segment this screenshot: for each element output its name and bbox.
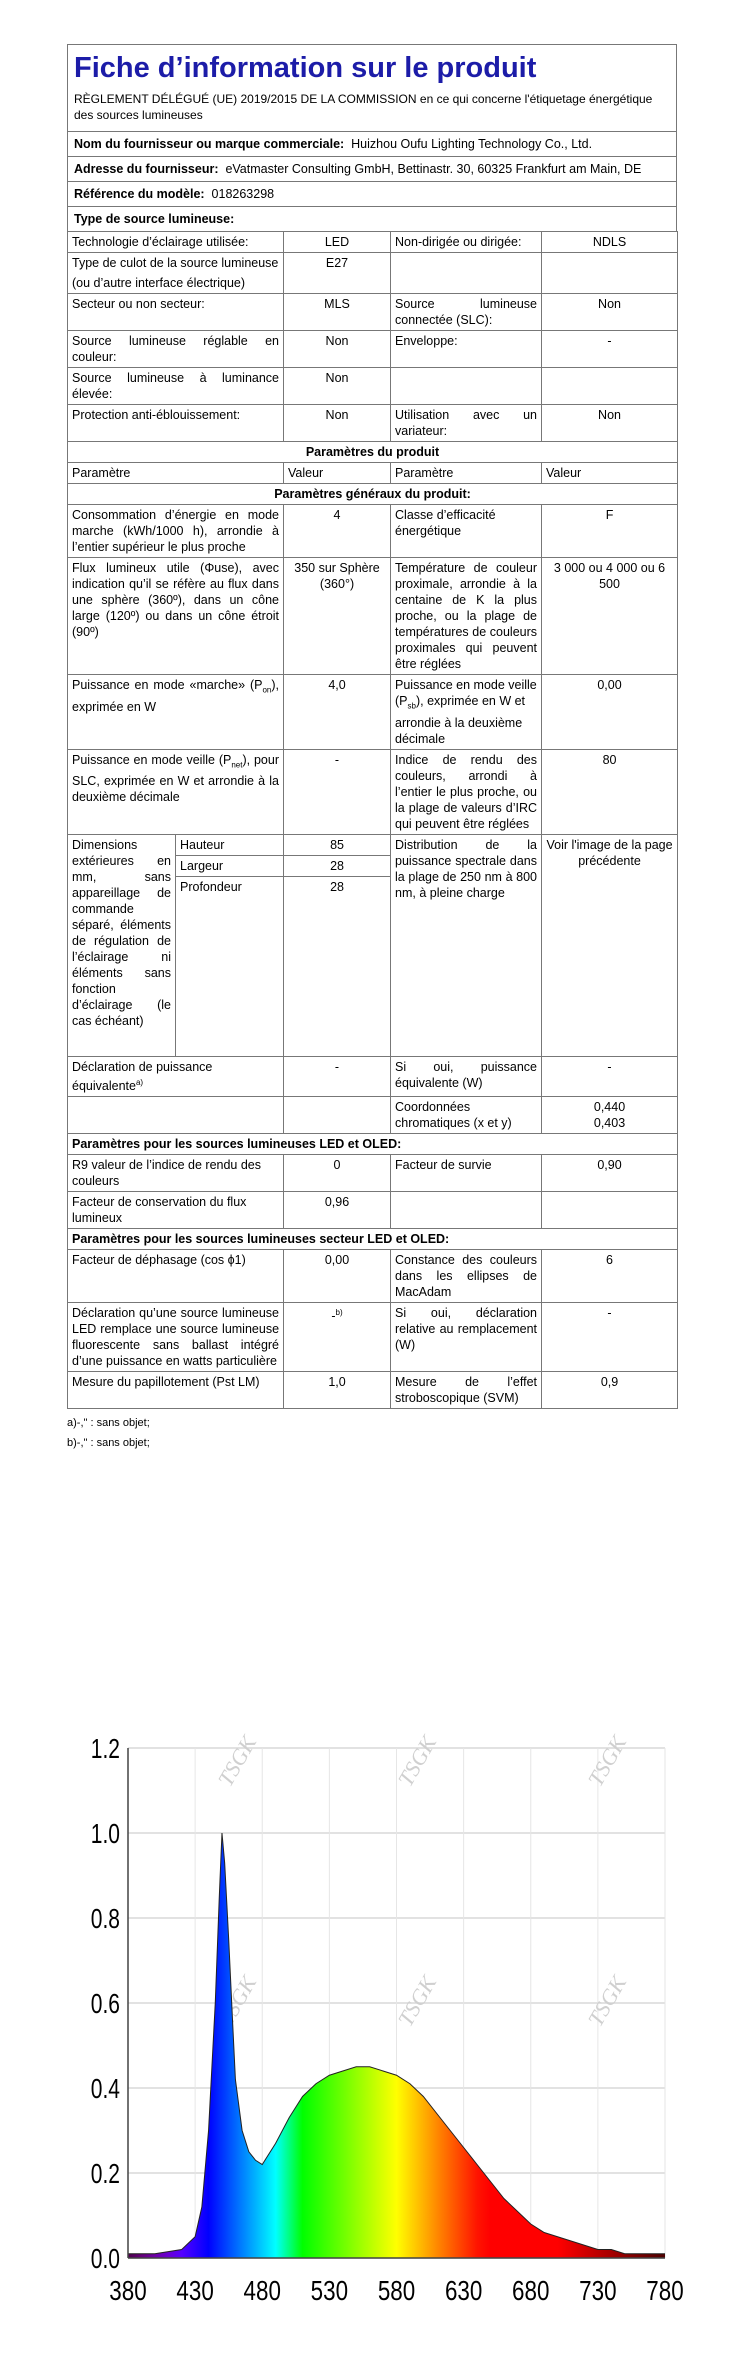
general-params-title: Paramètres généraux du produit: (68, 484, 678, 505)
col-value-header-2: Valeur (542, 463, 678, 484)
type-label (68, 253, 284, 294)
cri-value: 80 (542, 749, 678, 834)
type-value: Non (284, 368, 391, 405)
displacement-factor-value: 0,00 (284, 1249, 391, 1302)
height-label: Hauteur (176, 834, 284, 855)
supplier-address-label: Adresse du fournisseur: (74, 162, 219, 176)
supplier-name-label: Nom du fournisseur ou marque commerciale: (74, 137, 345, 151)
empty-cell (542, 1191, 678, 1228)
type-value-2: - (542, 331, 678, 368)
type-row (68, 405, 678, 442)
type-label: Protection anti-éblouissement: (68, 405, 284, 442)
color-consistency-value: 6 (542, 1249, 678, 1302)
y-tick-label: 0.4 (90, 2074, 120, 2105)
cap-type-label: Type de culot de la source lumineuse (72, 256, 279, 270)
y-tick-label: 0.0 (90, 2244, 120, 2275)
section-header (68, 484, 678, 505)
on-mode-power-text: Puissance en mode «marche» (P (72, 678, 263, 692)
type-value: MLS (284, 294, 391, 331)
x-tick-label: 380 (109, 2275, 147, 2307)
flicker-label: Mesure du papillotement (Pst LM) (68, 1371, 284, 1408)
param-row (68, 1096, 678, 1133)
replacement-claim-label: Déclaration qu’une source lumineuse LED remplace une source lumineuse fluorescente sans ballast intégré d’une puissance en watts particulière (68, 1302, 284, 1371)
lumen-maintenance-value: 0,96 (284, 1191, 391, 1228)
spectrum-svg (80, 1728, 690, 2348)
network-standby-sub: net (231, 760, 243, 769)
network-standby-value: - (284, 749, 391, 834)
watermark-text: TSGK (392, 1731, 442, 1791)
col-param-header: Paramètre (68, 463, 284, 484)
type-row (68, 368, 678, 405)
led-params-title: Paramètres pour les sources lumineuses LED et OLED: (68, 1133, 678, 1154)
product-params-title: Paramètres du produit (68, 442, 678, 463)
color-temperature-value: 3 000 ou 4 000 ou 6 500 (542, 558, 678, 675)
x-tick-label: 630 (444, 2275, 483, 2307)
footnote-ref-a: a) (135, 1077, 144, 1087)
watermark-text: TSGK (212, 1731, 262, 1791)
regulation-text: RÈGLEMENT DÉLÉGUÉ (UE) 2019/2015 DE LA COMMISSION en ce qui concerne l'étiquetage énergétique des sources lumineuses (74, 92, 653, 122)
equivalent-power-label (68, 1056, 284, 1096)
watermark-text: TSGK (212, 1971, 262, 2031)
displacement-factor-label: Facteur de déphasage (cos ϕ1) (68, 1249, 284, 1302)
supplier-name-row (67, 131, 677, 156)
type-row (68, 294, 678, 331)
color-temperature-label: Température de couleur proximale, arrondie à la centaine de K la plus proche, ou la plage de températures de couleurs proximales qui peuvent être réglées (391, 558, 542, 675)
header (67, 44, 677, 131)
stroboscopic-label: Mesure de l’effet stroboscopique (SVM) (391, 1371, 542, 1408)
on-mode-power-sub: on (262, 685, 272, 695)
depth-value: 28 (284, 876, 391, 1056)
type-label-2 (391, 253, 542, 294)
column-header-row (68, 463, 678, 484)
x-tick-label: 680 (512, 2275, 550, 2307)
type-label-2: Non-dirigée ou dirigée: (391, 232, 542, 253)
source-type-row (67, 206, 677, 231)
chromaticity-x: 0,440 (593, 1099, 626, 1114)
cri-label: Indice de rendu des couleurs, arrondi à l’entier le plus proche, ou la plage de valeurs d’IRC qui peuvent être réglées (391, 749, 542, 834)
type-label-2: Enveloppe: (391, 331, 542, 368)
supplier-name-value: Huizhou Oufu Lighting Technology Co., Ltd. (351, 137, 593, 151)
type-row (68, 232, 678, 253)
col-param-header-2: Paramètre (391, 463, 542, 484)
efficiency-class-value: F (542, 505, 678, 558)
watermark-text: TSGK (582, 1731, 632, 1791)
equivalent-power-text: Déclaration de puissance équivalente (72, 1059, 213, 1093)
y-tick-label: 0.2 (90, 2159, 120, 2190)
footnote-ref-b: b) (335, 1307, 343, 1317)
param-row (68, 1056, 678, 1096)
standby-power-value: 0,00 (542, 675, 678, 750)
y-tick-label: 0.6 (90, 1989, 120, 2020)
product-information-sheet (67, 44, 677, 1453)
on-mode-power-label (68, 675, 284, 750)
footnote-b: b)-," : sans objet; (67, 1436, 150, 1449)
type-label-2: Source lumineuse connectée (SLC): (391, 294, 542, 331)
empty-cell (391, 1191, 542, 1228)
lumen-maintenance-label: Facteur de conservation du flux lumineux (68, 1191, 284, 1228)
energy-consumption-value: 4 (284, 505, 391, 558)
energy-consumption-label: Consommation d’énergie en mode marche (kWh/1000 h), arrondie à l’entier supérieur le plus proche (68, 505, 284, 558)
param-row (68, 749, 678, 834)
type-value-2 (542, 368, 678, 405)
model-reference-value: 018263298 (211, 187, 275, 201)
network-standby-text-end: ), pour SLC, exprimée en W et arrondie à la deuxième décimale (72, 752, 280, 804)
height-value: 85 (284, 834, 391, 855)
param-row (68, 675, 678, 750)
supplier-address-row (67, 156, 677, 181)
x-tick-label: 430 (176, 2275, 214, 2307)
stroboscopic-value: 0,9 (542, 1371, 678, 1408)
network-standby-label (68, 749, 284, 834)
spectral-distribution-value: Voir l'image de la page précédente (542, 834, 678, 1056)
footnotes (67, 1413, 677, 1453)
network-standby-text: Puissance en mode veille (P (72, 752, 232, 767)
type-row (68, 253, 678, 294)
spectrum-chart (80, 1728, 690, 2348)
section-header (68, 1133, 678, 1154)
dimensions-row (68, 834, 678, 855)
on-mode-power-text-end: ), exprimée en W (72, 678, 280, 714)
param-row (68, 1249, 678, 1302)
param-row (68, 1191, 678, 1228)
type-value: Non (284, 331, 391, 368)
on-mode-power-value: 4,0 (284, 675, 391, 750)
type-label: Source lumineuse à luminance élevée: (68, 368, 284, 405)
empty-cell (68, 1096, 284, 1133)
param-row (68, 505, 678, 558)
chromaticity-y: 0,403 (593, 1115, 626, 1130)
footnote-a: a)-," : sans objet; (67, 1416, 150, 1429)
type-value-2 (542, 253, 678, 294)
type-value-2: Non (542, 405, 678, 442)
type-label-2: Utilisation avec un variateur: (391, 405, 542, 442)
depth-label: Profondeur (176, 876, 284, 1056)
type-value: E27 (284, 253, 391, 294)
survival-factor-label: Facteur de survie (391, 1154, 542, 1191)
luminous-flux-label: Flux lumineux utile (Φuse), avec indication qu’il se réfère au flux dans une sphère (360º), dans un cône large (120º) ou dans un cône étroit (90º) (68, 558, 284, 675)
x-tick-label: 480 (243, 2275, 281, 2307)
x-tick-label: 580 (377, 2275, 416, 2307)
equivalent-power-w-value: - (542, 1056, 678, 1096)
spectral-distribution-label: Distribution de la puissance spectrale dans la plage de 250 nm à 800 nm, à pleine charge (391, 834, 542, 1056)
type-label: Technologie d’éclairage utilisée: (68, 232, 284, 253)
product-table (67, 231, 678, 1409)
col-value-header: Valeur (284, 463, 391, 484)
equivalent-power-w-label: Si oui, puissance équivalente (W) (391, 1056, 542, 1096)
source-type-label: Type de source lumineuse: (74, 212, 235, 226)
empty-cell (284, 1096, 391, 1133)
standby-power-text: Puissance en mode veille (P (395, 678, 537, 708)
param-row (68, 1302, 678, 1371)
y-tick-label: 1.2 (90, 1734, 120, 1765)
cap-type-sublabel: (ou d’autre interface électrique) (72, 276, 246, 290)
type-value: LED (284, 232, 391, 253)
luminous-flux-value: 350 sur Sphère (360°) (284, 558, 391, 675)
replacement-claim-dash: - (331, 1308, 336, 1323)
model-reference-label: Référence du modèle: (74, 187, 205, 201)
y-tick-label: 1.0 (90, 1819, 120, 1850)
chromaticity-label: Coordonnées chromatiques (x et y) (391, 1096, 542, 1133)
survival-factor-value: 0,90 (542, 1154, 678, 1191)
r9-label: R9 valeur de l’indice de rendu des couleurs (68, 1154, 284, 1191)
type-value: Non (284, 405, 391, 442)
standby-power-label (391, 675, 542, 750)
y-tick-label: 0.8 (90, 1904, 120, 1935)
equivalent-power-value: - (284, 1056, 391, 1096)
param-row (68, 1154, 678, 1191)
model-reference-row (67, 181, 677, 206)
x-tick-label: 530 (310, 2275, 349, 2307)
color-consistency-label: Constance des couleurs dans les ellipses de MacAdam (391, 1249, 542, 1302)
standby-power-text-end: ), exprimée en W et arrondie à la deuxième décimale (395, 694, 526, 746)
mains-params-title: Paramètres pour les sources lumineuses secteur LED et OLED: (68, 1228, 678, 1249)
type-label-2 (391, 368, 542, 405)
type-label: Source lumineuse réglable en couleur: (68, 331, 284, 368)
replacement-w-value: - (542, 1302, 678, 1371)
type-value-2: Non (542, 294, 678, 331)
efficiency-class-label: Classe d’efficacité énergétique (391, 505, 542, 558)
replacement-w-label: Si oui, déclaration relative au remplacement (W) (391, 1302, 542, 1371)
width-value: 28 (284, 855, 391, 876)
type-label: Secteur ou non secteur: (68, 294, 284, 331)
width-label: Largeur (176, 855, 284, 876)
watermark-text: TSGK (582, 1971, 632, 2031)
param-row (68, 1371, 678, 1408)
x-tick-label: 730 (579, 2275, 617, 2307)
section-header (68, 1228, 678, 1249)
type-row (68, 331, 678, 368)
type-value-2: NDLS (542, 232, 678, 253)
x-tick-label: 780 (646, 2275, 684, 2307)
replacement-claim-value (284, 1302, 391, 1371)
page-title: Fiche d’information sur le produit (74, 52, 537, 84)
supplier-address-value: eVatmaster Consulting GmbH, Bettinastr. 30, 60325 Frankfurt am Main, DE (225, 162, 642, 176)
watermark-text: TSGK (392, 1971, 442, 2031)
param-row (68, 558, 678, 675)
r9-value: 0 (284, 1154, 391, 1191)
flicker-value: 1,0 (284, 1371, 391, 1408)
dimensions-label: Dimensions extérieures en mm, sans appareillage de commande séparé, éléments de régulation de l’éclairage ni éléments sans fonction d’éclairage (le cas échéant) (68, 834, 176, 1056)
section-header (68, 442, 678, 463)
standby-power-sub: sb (407, 701, 416, 711)
chromaticity-value (542, 1096, 678, 1133)
